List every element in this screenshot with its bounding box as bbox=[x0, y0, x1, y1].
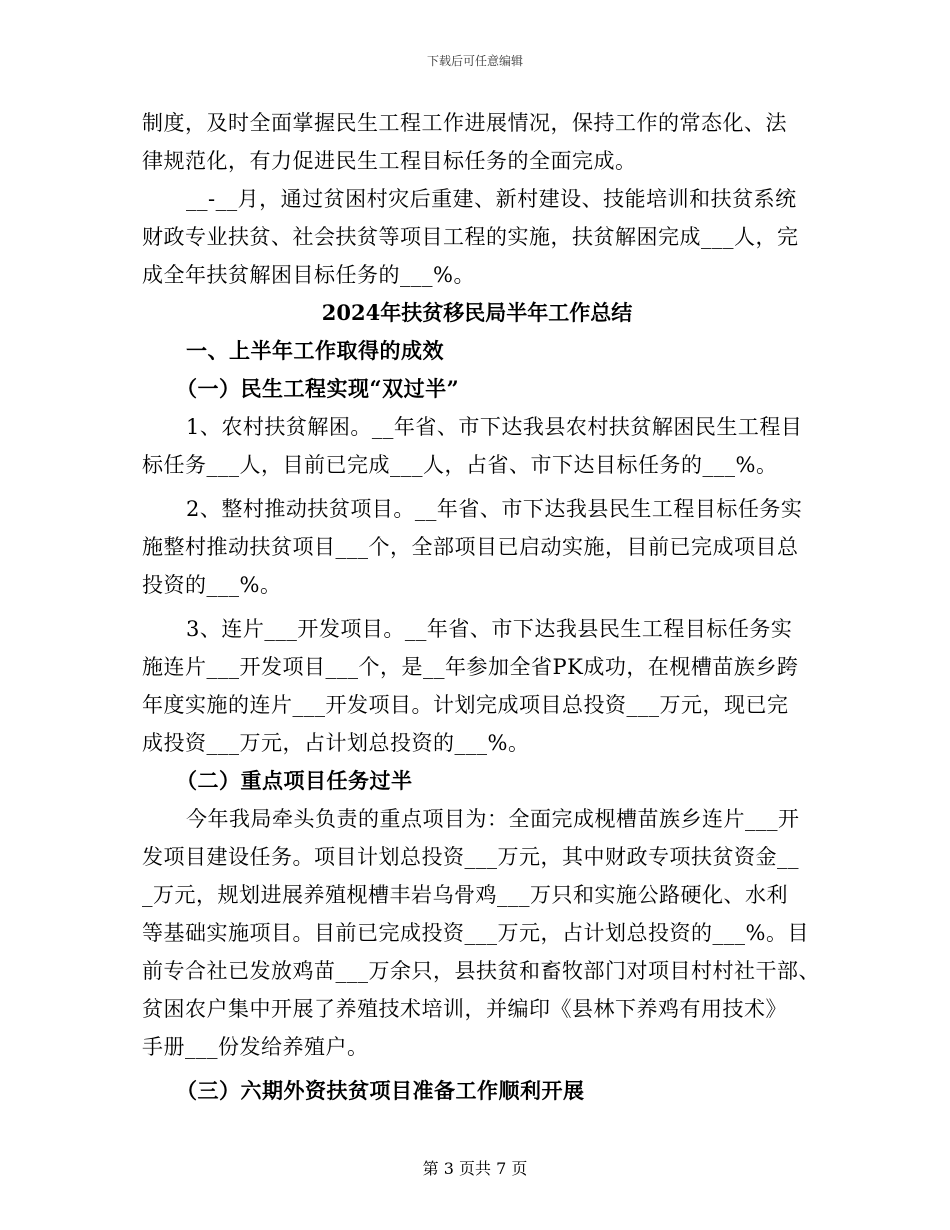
subsection-heading: （一）民生工程实现“双过半” bbox=[176, 376, 460, 401]
body-line: 成投资___万元，占计划总投资的___%。 bbox=[142, 731, 530, 755]
body-line: 年度实施的连片___开发项目。计划完成项目总投资___万元，现已完 bbox=[142, 693, 789, 717]
body-line: 财政专业扶贫、社会扶贫等项目工程的实施，扶贫解困完成___人，完 bbox=[142, 225, 799, 249]
section-heading: 一、上半年工作取得的成效 bbox=[186, 338, 444, 363]
subsection-heading: （二）重点项目任务过半 bbox=[176, 768, 413, 793]
subsection-heading: （三）六期外资扶贫项目准备工作顺利开展 bbox=[176, 1078, 585, 1103]
body-line: 今年我局牵头负责的重点项目为：全面完成枧槽苗族乡连片___开 bbox=[186, 807, 800, 831]
page-header-note: 下载后可任意编辑 bbox=[426, 54, 523, 68]
body-line: _万元，规划进展养殖枧槽丰岩乌骨鸡___万只和实施公路硬化、水利 bbox=[142, 883, 788, 907]
body-line: 律规范化，有力促进民生工程目标任务的全面完成。 bbox=[142, 149, 637, 173]
body-line: __-__月，通过贫困村灾后重建、新村建设、技能培训和扶贫系统 bbox=[186, 187, 797, 211]
body-line: 发项目建设任务。项目计划总投资___万元，其中财政专项扶贫资金__ bbox=[142, 845, 799, 869]
body-line: 等基础实施项目。目前已完成投资___万元，占计划总投资的___%。目 bbox=[142, 921, 809, 945]
body-line: 2、整村推动扶贫项目。__年省、市下达我县民生工程目标任务实 bbox=[186, 497, 803, 521]
body-line: 前专合社已发放鸡苗___万余只，县扶贫和畜牧部门对项目村村社干部、 bbox=[142, 959, 820, 983]
body-line: 施连片___开发项目___个，是__年参加全省PK成功，在枧槽苗族乡跨 bbox=[142, 655, 799, 679]
body-line: 3、连片___开发项目。__年省、市下达我县民生工程目标任务实 bbox=[186, 617, 793, 641]
body-line: 贫困农户集中开展了养殖技术培训，并编印《县林下养鸡有用技术》 bbox=[142, 997, 787, 1021]
body-line: 成全年扶贫解困目标任务的___%。 bbox=[142, 263, 475, 287]
body-line: 标任务___人，目前已完成___人，占省、市下达目标任务的___%。 bbox=[142, 453, 778, 477]
page-number-footer: 第 3 页共 7 页 bbox=[422, 1159, 528, 1178]
document-body bbox=[142, 104, 820, 1110]
document-title: 2024年扶贫移民局半年工作总结 bbox=[321, 300, 633, 325]
body-line: 手册___份发给养殖户。 bbox=[142, 1035, 369, 1059]
body-line: 1、农村扶贫解困。__年省、市下达我县农村扶贫解困民生工程目 bbox=[186, 415, 803, 439]
body-line: 投资的___%。 bbox=[142, 573, 282, 597]
body-line: 制度，及时全面掌握民生工程工作进展情况，保持工作的常态化、法 bbox=[142, 111, 787, 135]
body-line: 施整村推动扶贫项目___个，全部项目已启动实施，目前已完成项目总 bbox=[142, 535, 799, 559]
